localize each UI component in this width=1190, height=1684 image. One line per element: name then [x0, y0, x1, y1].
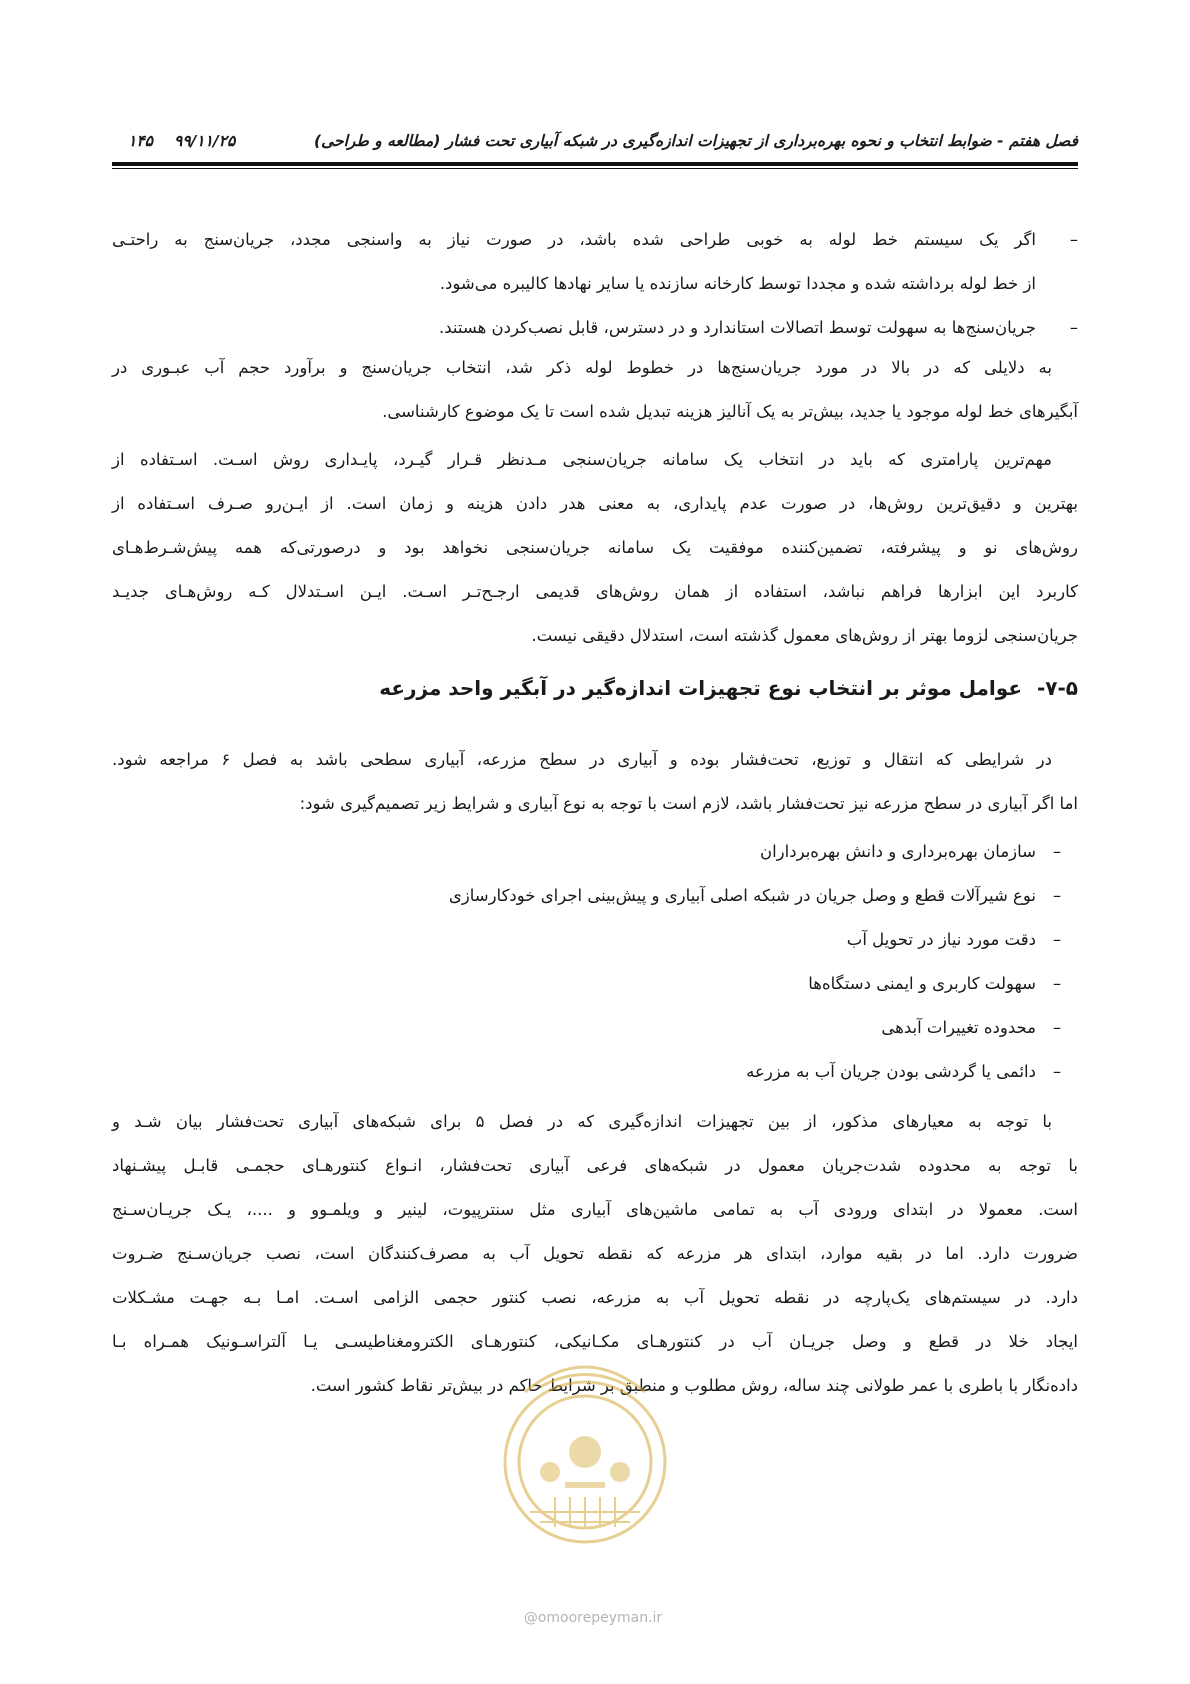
- bullet-dash: –: [1052, 930, 1062, 949]
- paragraph-line: داده‌نگار با باطری با عمر طولانی چند ساله، روش مطلوب و منطبق بر شرایط حاکم در بیش‌تر نقاط کشور است.: [310, 1376, 1078, 1395]
- header-rule-thin: [112, 168, 1078, 169]
- header-date: ۹۹/۱۱/۲۵: [174, 132, 236, 150]
- paragraph-3: [112, 738, 1078, 826]
- paragraph-line: روش‌های نو و پیشرفته، تضمین‌کننده موفقیت یک سامانه جریان‌سنجی نخواهد بود و درصورتی‌که همه پیش‌شـرط‌هـای: [112, 538, 1078, 557]
- paragraph-line: دارد. در سیستم‌های یک‌پارچه در نقطه تحویل آب به مزرعه، نصب کنتور حجمی الزامی اسـت. امـا بـه جهـت مشـکلات: [112, 1288, 1078, 1307]
- bullet-dash: –: [1069, 318, 1078, 337]
- paragraph-line: در شرایطی که انتقال و توزیع، تحت‌فشار بوده و آبیاری در سطح مزرعه، آبیاری سطحی باشد به فصل ۶ مراجعه شود.: [112, 750, 1052, 769]
- page-number: ۱۴۵: [128, 132, 153, 150]
- list-item-line: –اگر یک سیستم خط لوله به خوبی طراحی شده باشد، در صورت نیاز به واسنجی مجدد، جریان‌سنج به راحتـی: [112, 218, 1078, 262]
- bullet-dash: –: [1052, 974, 1062, 993]
- paragraph-line: است. معمولا در ابتدای ورودی آب به تمامی ماشین‌های آبیاری مثل سنترپیوت، لینیر و ویلمـوو و ....، یـک جریـان‌سـنج: [112, 1200, 1078, 1219]
- paragraph-line: ایجاد خلا در قطع و وصل جریـان آب در کنتورهـای مکـانیکی، کنتورهـای الکترومغناطیسـی یـا آلتراسـونیک همـراه بـا: [112, 1332, 1078, 1351]
- paragraph-line: اما اگر آبیاری در سطح مزرعه نیز تحت‌فشار باشد، لازم است با توجه به نوع آبیاری و شرایط زیر تصمیم‌گیری شود:: [299, 794, 1078, 813]
- watermark-url: @omoorepeyman.ir: [523, 1610, 663, 1626]
- list-item: –دائمی یا گردشی بودن جریان آب به مزرعه: [112, 1050, 1078, 1094]
- paragraph-line: جریان‌سنجی لزوما بهتر از روش‌های معمول گذشته است، استدلال دقیقی نیست.: [531, 626, 1078, 645]
- list-item-line: –جریان‌سنج‌ها به سهولت توسط اتصالات استاندارد و در دسترس، قابل نصب‌کردن هستند.: [112, 306, 1078, 350]
- paragraph-line: آبگیرهای خط لوله موجود یا جدید، بیش‌تر به یک آنالیز هزینه تبدیل شده است تا یک موضوع کارشناسی.: [382, 402, 1078, 421]
- paragraph-line: با توجه به معیارهای مذکور، از بین تجهیزات اندازه‌گیری که در فصل ۵ برای شبکه‌های آبیاری تحت‌فشار بیان شـد و: [112, 1112, 1053, 1131]
- list-item: [112, 306, 1078, 350]
- bullet-dash: –: [1069, 230, 1078, 249]
- list-item: –سازمان بهره‌برداری و دانش بهره‌برداران: [112, 830, 1078, 874]
- list-item: –سهولت کاربری و ایمنی دستگاه‌ها: [112, 962, 1078, 1006]
- paragraph-line: ضرورت دارد. اما در بقیه موارد، ابتدای هر مزرعه که نقطه تحویل آب به مصرف‌کنندگان است، نصب جریان‌سـنج ضـروت: [112, 1244, 1078, 1263]
- paragraph-line: کاربرد این ابزارها فراهم نباشد، استفاده از همان روش‌های قدیمی ارجـح‌تـر اسـت. ایـن اسـتدلال کـه روش‌هـای جدیـد: [112, 582, 1078, 601]
- list-item: –دقت مورد نیاز در تحویل آب: [112, 918, 1078, 962]
- section-title: عوامل موثر بر انتخاب نوع تجهیزات اندازه‌گیر در آبگیر واحد مزرعه: [379, 676, 1022, 700]
- header-title: فصل هفتم - ضوابط انتخاب و نحوه بهره‌برداری از تجهیزات اندازه‌گیری در شبکه آبیاری تحت فشار (مطالعه و طراحی): [314, 132, 1078, 150]
- bullet-dash: –: [1052, 1018, 1062, 1037]
- list-item-line: از خط لوله برداشته شده و مجددا توسط کارخانه سازنده یا سایر نهادها کالیبره می‌شود.: [439, 274, 1036, 293]
- header-rule-thick: [112, 162, 1078, 166]
- list-item: –نوع شیرآلات قطع و وصل جریان در شبکه اصلی آبیاری و پیش‌بینی اجرای خودکارسازی: [112, 874, 1078, 918]
- paragraph-line: مهم‌ترین پارامتری که باید در انتخاب یک سامانه جریان‌سنجی مـدنظر قـرار گیـرد، پایـداری روش اسـت. اسـتفاده از: [112, 450, 1052, 469]
- running-header: [112, 128, 1078, 154]
- paragraph-1: [112, 346, 1078, 434]
- paragraph-2: [112, 438, 1078, 658]
- bullet-dash: –: [1052, 842, 1062, 861]
- section-number: ۷-۵-: [1036, 676, 1078, 700]
- bullet-dash: –: [1052, 886, 1062, 905]
- watermark-seal-icon: [470, 1332, 700, 1562]
- section-heading: [112, 668, 1078, 708]
- criteria-list: [112, 830, 1078, 1094]
- bullet-dash: –: [1052, 1062, 1062, 1081]
- paragraph-line: به دلایلی که در بالا در مورد جریان‌سنج‌ها در خطوط لوله ذکر شد، انتخاب جریان‌سنج و برآورد حجم آب عبـوری در: [112, 358, 1052, 377]
- list-item: [112, 218, 1078, 306]
- paragraph-line: بهترین و دقیق‌ترین روش‌ها، در صورت عدم پایداری، به معنی هدر دادن هزینه و زمان است. از ایـن‌رو صـرف اسـتفاده از: [112, 494, 1078, 513]
- paragraph-line: با توجه به محدوده شدت‌جریان معمول در شبکه‌های فرعی آبیاری تحت‌فشار، انـواع کنتورهـای حجمـی قابـل پیشـنهاد: [112, 1156, 1078, 1175]
- list-item: –محدوده تغییرات آبدهی: [112, 1006, 1078, 1050]
- bullet-list-top: [112, 218, 1078, 350]
